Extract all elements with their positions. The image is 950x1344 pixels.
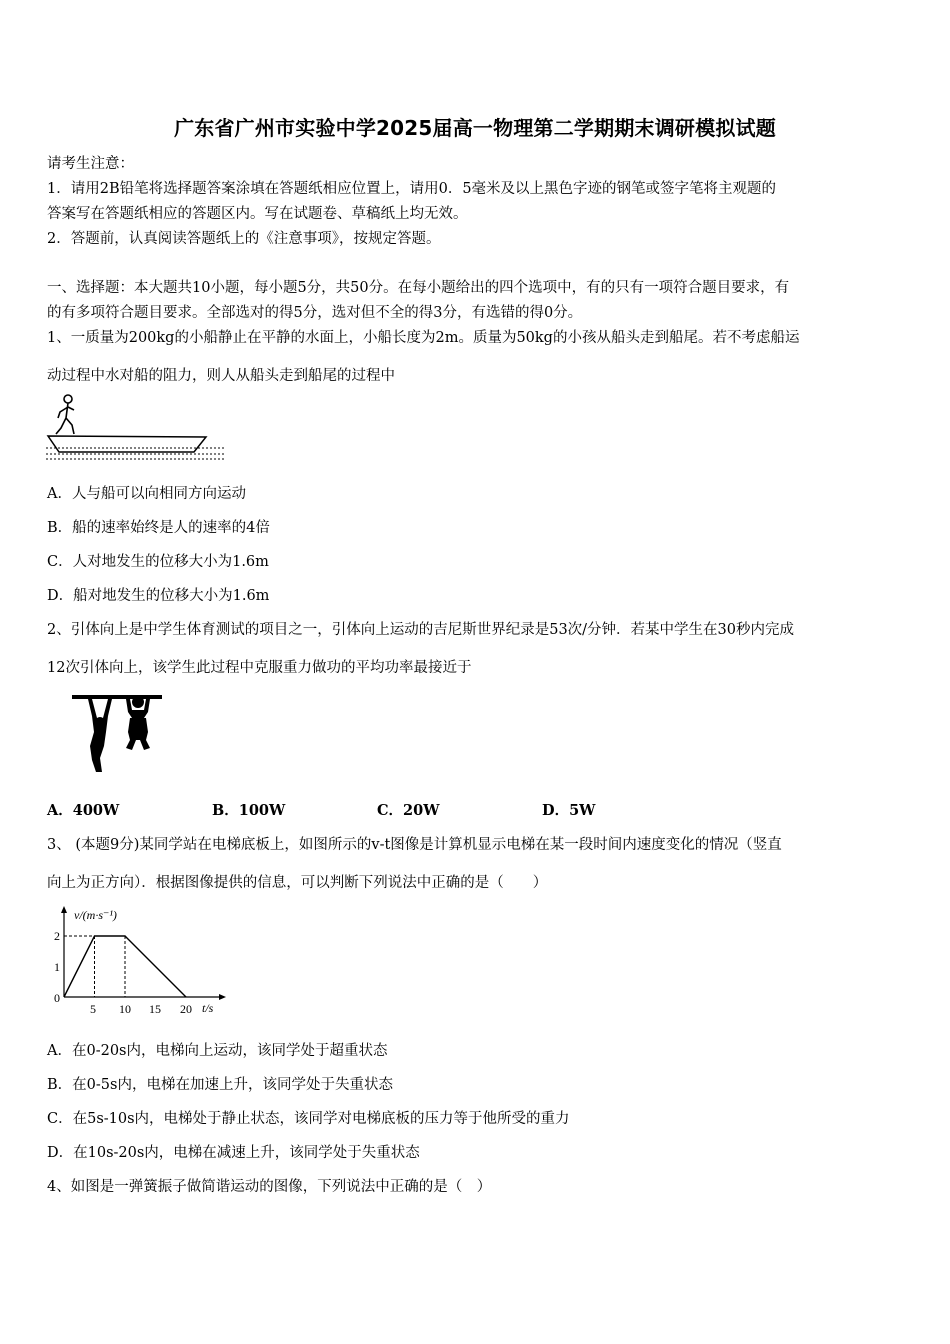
notice-heading: 请考生注意： <box>47 156 134 172</box>
vt-chart <box>44 904 234 1020</box>
q2-option-b: B．100W <box>212 802 286 819</box>
x-tick-5: 5 <box>90 1002 96 1016</box>
x-axis-label: t/s <box>202 1001 214 1015</box>
q1-option-a: A．人与船可以向相同方向运动 <box>47 486 246 502</box>
q2-option-d: D．5W <box>542 802 596 819</box>
q1-stem-line-2: 动过程中水对船的阻力，则人从船头走到船尾的过程中 <box>47 368 395 384</box>
q2-stem-line-1: 2、引体向上是中学生体育测试的项目之一，引体向上运动的吉尼斯世界纪录是53次/分钟．若某中学生在30秒内完成 <box>47 622 795 638</box>
q1-option-d: D．船对地发生的位移大小为1.6m <box>47 588 270 604</box>
q3-stem-line-2: 向上为正方向）．根据图像提供的信息，可以判断下列说法中正确的是（ ） <box>47 875 548 891</box>
q1-option-c: C．人对地发生的位移大小为1.6m <box>47 554 269 570</box>
notice-line-1b: 答案写在答题纸相应的答题区内。写在试题卷、草稿纸上均无效。 <box>47 206 468 222</box>
q2-option-a: A．400W <box>47 802 120 819</box>
q3-option-c: C．在5s-10s内，电梯处于静止状态，该同学对电梯底板的压力等于他所受的重力 <box>47 1111 570 1127</box>
q1-option-b: B．船的速率始终是人的速率的4倍 <box>47 520 270 536</box>
q2-option-c: C．20W <box>377 802 440 819</box>
notice-line-2: 2．答题前，认真阅读答题纸上的《注意事项》，按规定答题。 <box>47 231 441 247</box>
pull-up-figure <box>70 688 166 776</box>
q4-stem-line-1: 4、如图是一弹簧振子做简谐运动的图像，下列说法中正确的是（ ） <box>47 1179 492 1195</box>
y-axis-label: v/(m·s⁻¹) <box>74 908 117 922</box>
page-title: 广东省广州市实验中学2025届高一物理第二学期期末调研模拟试题 <box>174 116 776 140</box>
q3-option-d: D．在10s-20s内，电梯在减速上升，该同学处于失重状态 <box>47 1145 420 1161</box>
boat-figure <box>44 392 230 464</box>
q3-stem-line-1: 3、 (本题9分)某同学站在电梯底板上，如图所示的v-t图像是计算机显示电梯在某一段时间内速度变化的情况（竖直 <box>47 837 782 853</box>
section-instructions-1: 一、选择题：本大题共10小题，每小题5分，共50分。在每小题给出的四个选项中，有的只有一项符合题目要求，有 <box>47 280 790 296</box>
q3-option-a: A．在0-20s内，电梯向上运动，该同学处于超重状态 <box>47 1043 388 1059</box>
q1-stem-line-1: 1、一质量为200kg的小船静止在平静的水面上，小船长度为2m。质量为50kg的小孩从船头走到船尾。若不考虑船运 <box>47 330 800 346</box>
q3-option-b: B．在0-5s内，电梯在加速上升，该同学处于失重状态 <box>47 1077 393 1093</box>
section-instructions-2: 的有多项符合题目要求。全部选对的得5分，选对但不全的得3分，有选错的得0分。 <box>47 305 583 321</box>
y-tick-2: 2 <box>54 929 60 943</box>
q2-stem-line-2: 12次引体向上，该学生此过程中克服重力做功的平均功率最接近于 <box>47 660 472 676</box>
notice-line-1a: 1．请用2B铅笔将选择题答案涂填在答题纸相应位置上，请用0．5毫米及以上黑色字迹的钢笔或签字笔将主观题的 <box>47 181 777 197</box>
y-axis-arrow <box>61 906 67 913</box>
y-tick-0: 0 <box>54 991 60 1005</box>
x-tick-15: 15 <box>149 1002 161 1016</box>
x-axis-arrow <box>219 994 226 1000</box>
x-tick-20: 20 <box>180 1002 192 1016</box>
y-tick-1: 1 <box>54 960 60 974</box>
x-tick-10: 10 <box>119 1002 131 1016</box>
